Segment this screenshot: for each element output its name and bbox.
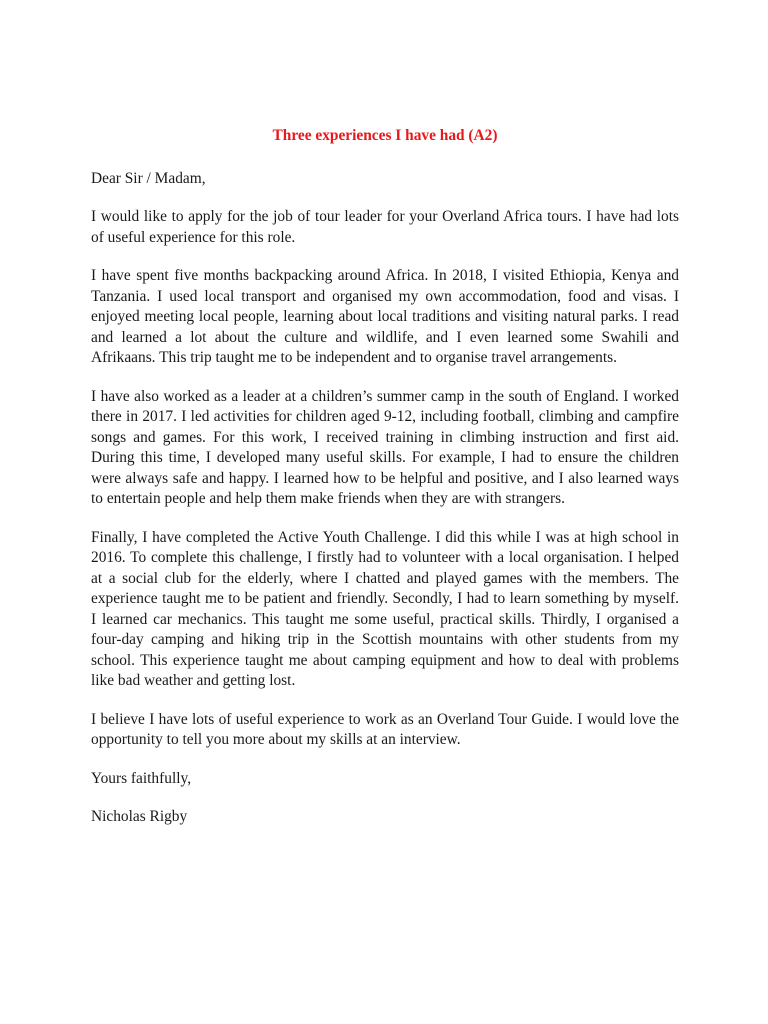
salutation: Dear Sir / Madam, <box>91 169 206 187</box>
paragraph-youth-challenge: Finally, I have completed the Active Youth Challenge. I did this while I was at high school in 2016. To complete this challenge, I firstly had to volunteer with a local organisation. I helped at a social club for the elderly, where I chatted and played games with the members. The experience taught me to be patient and friendly. Secondly, I had to learn something by myself. I learned car mechanics. This taught me some useful, practical skills. Thirdly, I organised a four-day camping and hiking trip in the Scottish mountains with other students from my school. This experience taught me about camping equipment and how to deal with problems like bad weather and getting lost. <box>91 528 679 689</box>
paragraph-conclusion: I believe I have lots of useful experience to work as an Overland Tour Guide. I would love the opportunity to tell you more about my skills at an interview. <box>91 710 679 748</box>
closing: Yours faithfully, <box>91 769 192 787</box>
paragraph-intro: I would like to apply for the job of tour leader for your Overland Africa tours. I have had lots of useful experience for this role. <box>91 208 679 246</box>
letter-page <box>91 126 679 828</box>
paragraph-summer-camp: I have also worked as a leader at a children’s summer camp in the south of England. I worked there in 2017. I led activities for children aged 9-12, including football, climbing and campfire songs and games. For this work, I received training in climbing instruction and first aid. During this time, I developed many useful skills. For example, I had to ensure the children were always safe and happy. I learned how to be helpful and positive, and I also learned ways to entertain people and help them make friends when they are with strangers. <box>91 387 679 507</box>
letter-title: Three experiences I have had (A2) <box>272 127 498 144</box>
paragraph-africa-trip: I have spent five months backpacking around Africa. In 2018, I visited Ethiopia, Kenya and Tanzania. I used local transport and organised my own accommodation, food and visas. I enjoyed meeting local people, learning about local traditions and visiting natural parks. I read and learned a lot about the culture and wildlife, and I even learned some Swahili and Afrikaans. This trip taught me to be independent and to organise travel arrangements. <box>91 267 679 366</box>
signature: Nicholas Rigby <box>91 808 188 825</box>
